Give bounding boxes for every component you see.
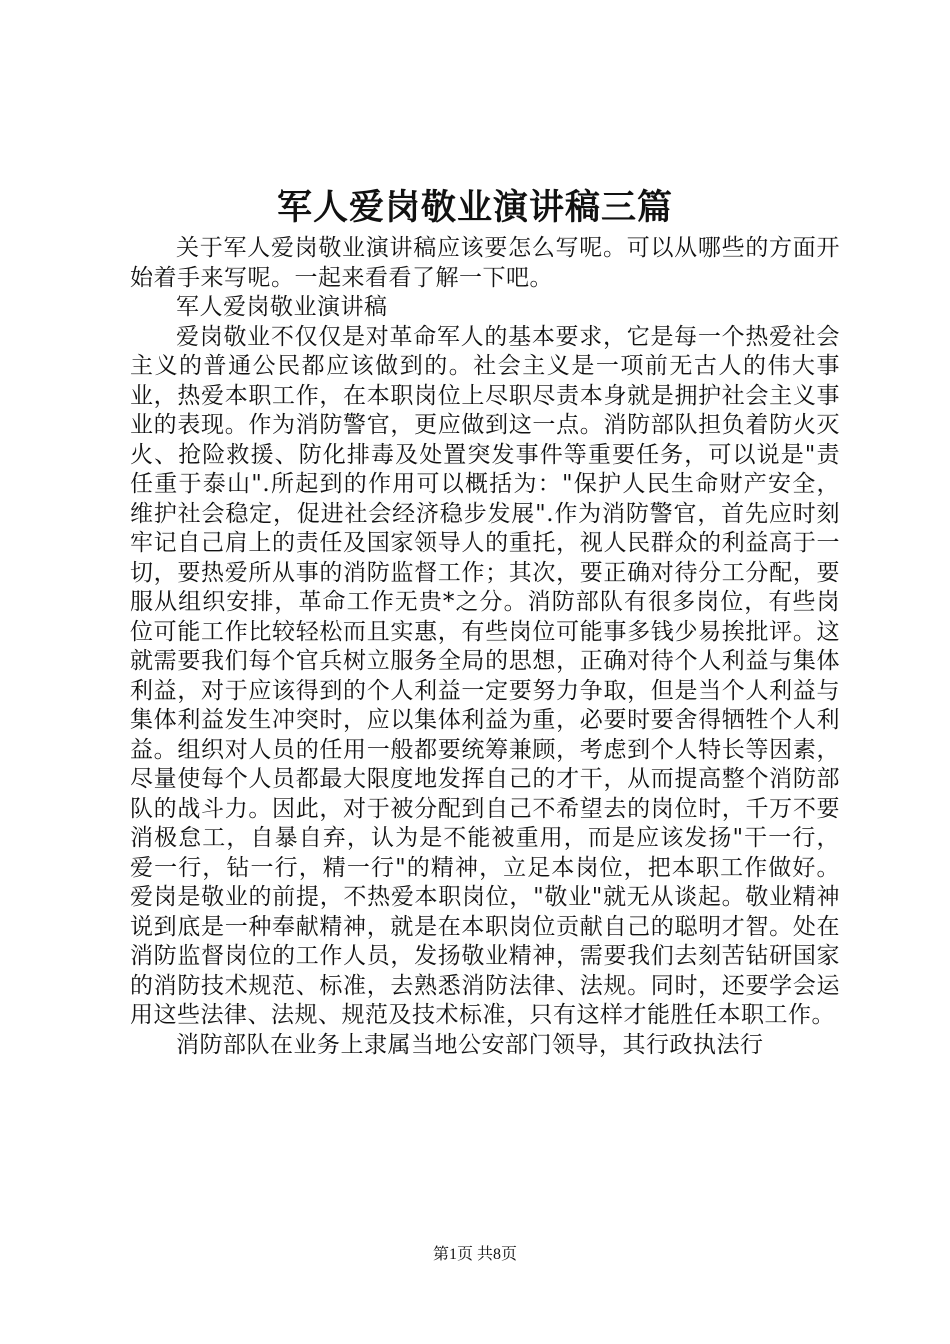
body-paragraph: 消防部队在业务上隶属当地公安部门领导，其行政执法行 <box>176 1031 764 1058</box>
document-body <box>130 234 840 1060</box>
page-number-footer: 第1页 共8页 <box>432 1246 517 1263</box>
document-title: 军人爱岗敬业演讲稿三篇 <box>276 187 673 228</box>
body-paragraph: 爱岗敬业不仅仅是对革命军人的基本要求，它是每一个热爱社会主义的普通公民都应该做到的。社会主义是一项前无古人的伟大事业，热爱本职工作，在本职岗位上尽职尽责本身就是拥护社会主义事业的表现。作为消防警官，更应做到这一点。消防部队担负着防火灭火、抢险救援、防化排毒及处置突发事件等重要任务，可以说是"责任重于泰山".所起到的作用可以概括为："保护人民生命财产安全，维护社会稳定，促进社会经济稳步发展".作为消防警官，首先应时刻牢记自己肩上的责任及国家领导人的重托，视人民群众的利益高于一切，要热爱所从事的消防监督工作；其次，要正确对待分工分配，要服从组织安排，革命工作无贵*之分。消防部队有很多岗位，有些岗位可能工作比较轻松而且实惠，有些岗位可能事多钱少易挨批评。这就需要我们每个官兵树立服务全局的思想，正确对待个人利益与集体利益，对于应该得到的个人利益一定要努力争取，但是当个人利益与集体利益发生冲突时，应以集体利益为重，必要时要舍得牺牲个人利益。组织对人员的任用一般都要统筹兼顾，考虑到个人特长等因素，尽量使每个人员都最大限度地发挥自己的才干，从而提高整个消防部队的战斗力。因此，对于被分配到自己不希望去的岗位时，千万不要消极怠工，自暴自弃，认为是不能被重用，而是应该发扬"干一行，爱一行，钻一行，精一行"的精神，立足本岗位，把本职工作做好。爱岗是敬业的前提，不热爱本职岗位，"敬业"就无从谈起。敬业精神说到底是一种奉献精神，就是在本职岗位贡献自己的聪明才智。处在消防监督岗位的工作人员，发扬敬业精神，需要我们去刻苦钻研国家的消防技术规范、标准，去熟悉消防法律、法规。同时，还要学会运用这些法律、法规、规范及技术标准，只有这样才能胜任本职工作。 <box>130 323 840 1028</box>
section-heading: 军人爱岗敬业演讲稿 <box>176 294 388 320</box>
intro-paragraph: 关于军人爱岗敬业演讲稿应该要怎么写呢。可以从哪些的方面开始着手来写呢。一起来看看了解一下吧。 <box>130 235 840 291</box>
